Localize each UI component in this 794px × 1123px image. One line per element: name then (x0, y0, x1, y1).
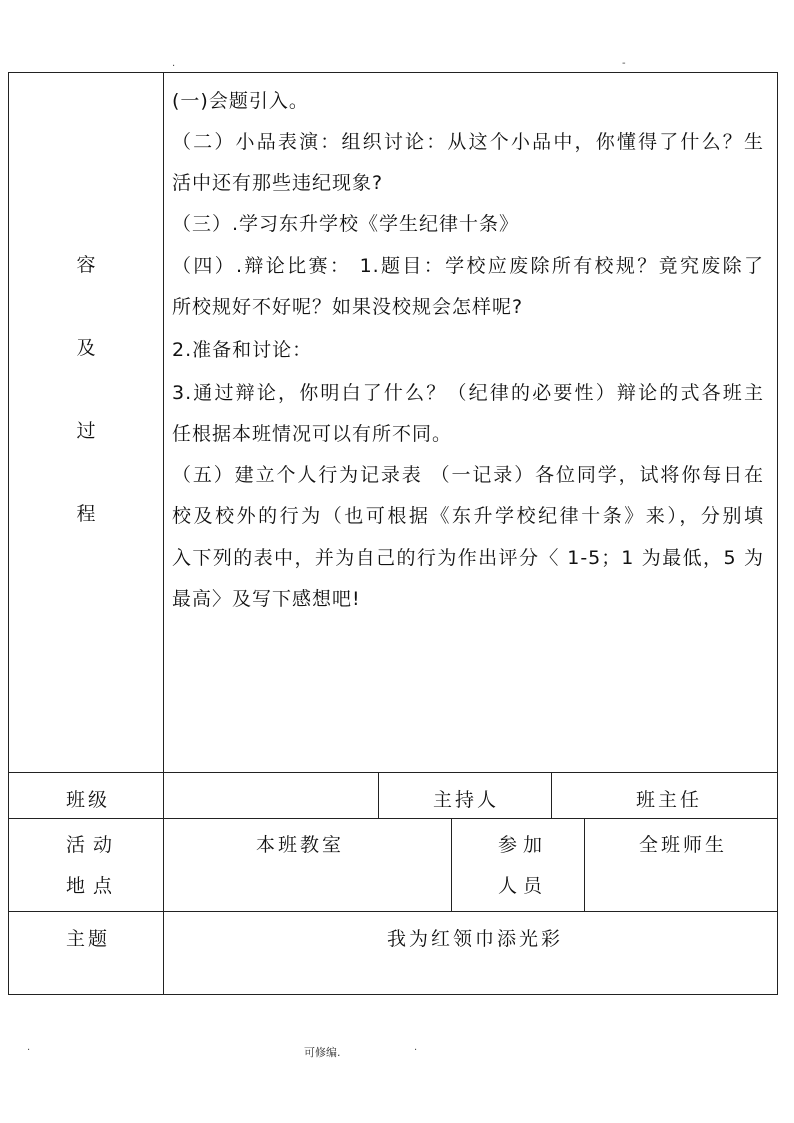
class-label: 班级 (66, 789, 111, 811)
side-label-char-4: 程 (76, 503, 96, 525)
content-line-7: 2.准备和讨论： (172, 339, 313, 361)
content-line-8: 3.通过辩论，你明白了什么？（纪律的必要性）辩论的式各班主 (172, 382, 764, 404)
class-row-divider-b (551, 772, 552, 818)
footer-text: 可修编. (304, 1046, 341, 1059)
theme-value: 我为红领巾添光彩 (387, 928, 564, 950)
location-row-divider-a (451, 818, 452, 911)
table-divider-main (163, 72, 164, 995)
table-row-divider-3 (8, 911, 778, 912)
content-line-12: 入下列的表中，并为自己的行为作出评分〈 1-5；1 为最低，5 为 (172, 547, 764, 569)
content-line-9: 任根据本班情况可以有所不同。 (172, 423, 453, 445)
location-row-divider-b (584, 818, 585, 911)
table-row-divider-2 (8, 818, 778, 819)
content-line-2: （二）小品表演：组织讨论：从这个小品中，你懂得了什么？生 (172, 131, 764, 153)
side-label-char-2: 及 (76, 337, 96, 359)
content-line-6: 所校规好不好呢？如果没校规会怎样呢? (172, 296, 524, 318)
side-label-char-3: 过 (76, 420, 96, 442)
host-value: 班主任 (636, 789, 703, 811)
participants-value: 全班师生 (639, 834, 728, 856)
class-row-divider-a (378, 772, 379, 818)
participants-label-line-2: 人员 (498, 875, 549, 897)
content-line-13: 最高〉及写下感想吧! (172, 588, 361, 610)
footer-dot-left: . (27, 1042, 31, 1053)
participants-label-line-1: 参加 (498, 834, 549, 856)
content-line-5: （四）.辩论比赛： 1.题目：学校应废除所有校规？竟究废除了 (172, 255, 764, 277)
location-label-line-1: 活动 (66, 834, 121, 856)
footer-dot-right: . (414, 1042, 418, 1053)
content-line-4: （三）.学习东升学校《学生纪律十条》 (172, 213, 520, 235)
header-dot-left: . (172, 58, 176, 69)
content-line-1: (一)会题引入。 (172, 90, 309, 112)
location-label-line-2: 地点 (66, 875, 121, 897)
table-row-divider-1 (8, 772, 778, 773)
location-value: 本班教室 (256, 834, 345, 856)
header-dot-right: - (622, 58, 626, 69)
host-label: 主持人 (433, 789, 500, 811)
side-label-char-1: 容 (76, 254, 96, 276)
content-line-3: 活中还有那些违纪现象? (172, 172, 384, 194)
theme-label: 主题 (66, 928, 111, 950)
content-line-10: （五）建立个人行为记录表 （一记录）各位同学，试将你每日在 (172, 464, 764, 486)
content-line-11: 校及校外的行为（也可根据《东升学校纪律十条》来），分别填 (172, 505, 764, 527)
